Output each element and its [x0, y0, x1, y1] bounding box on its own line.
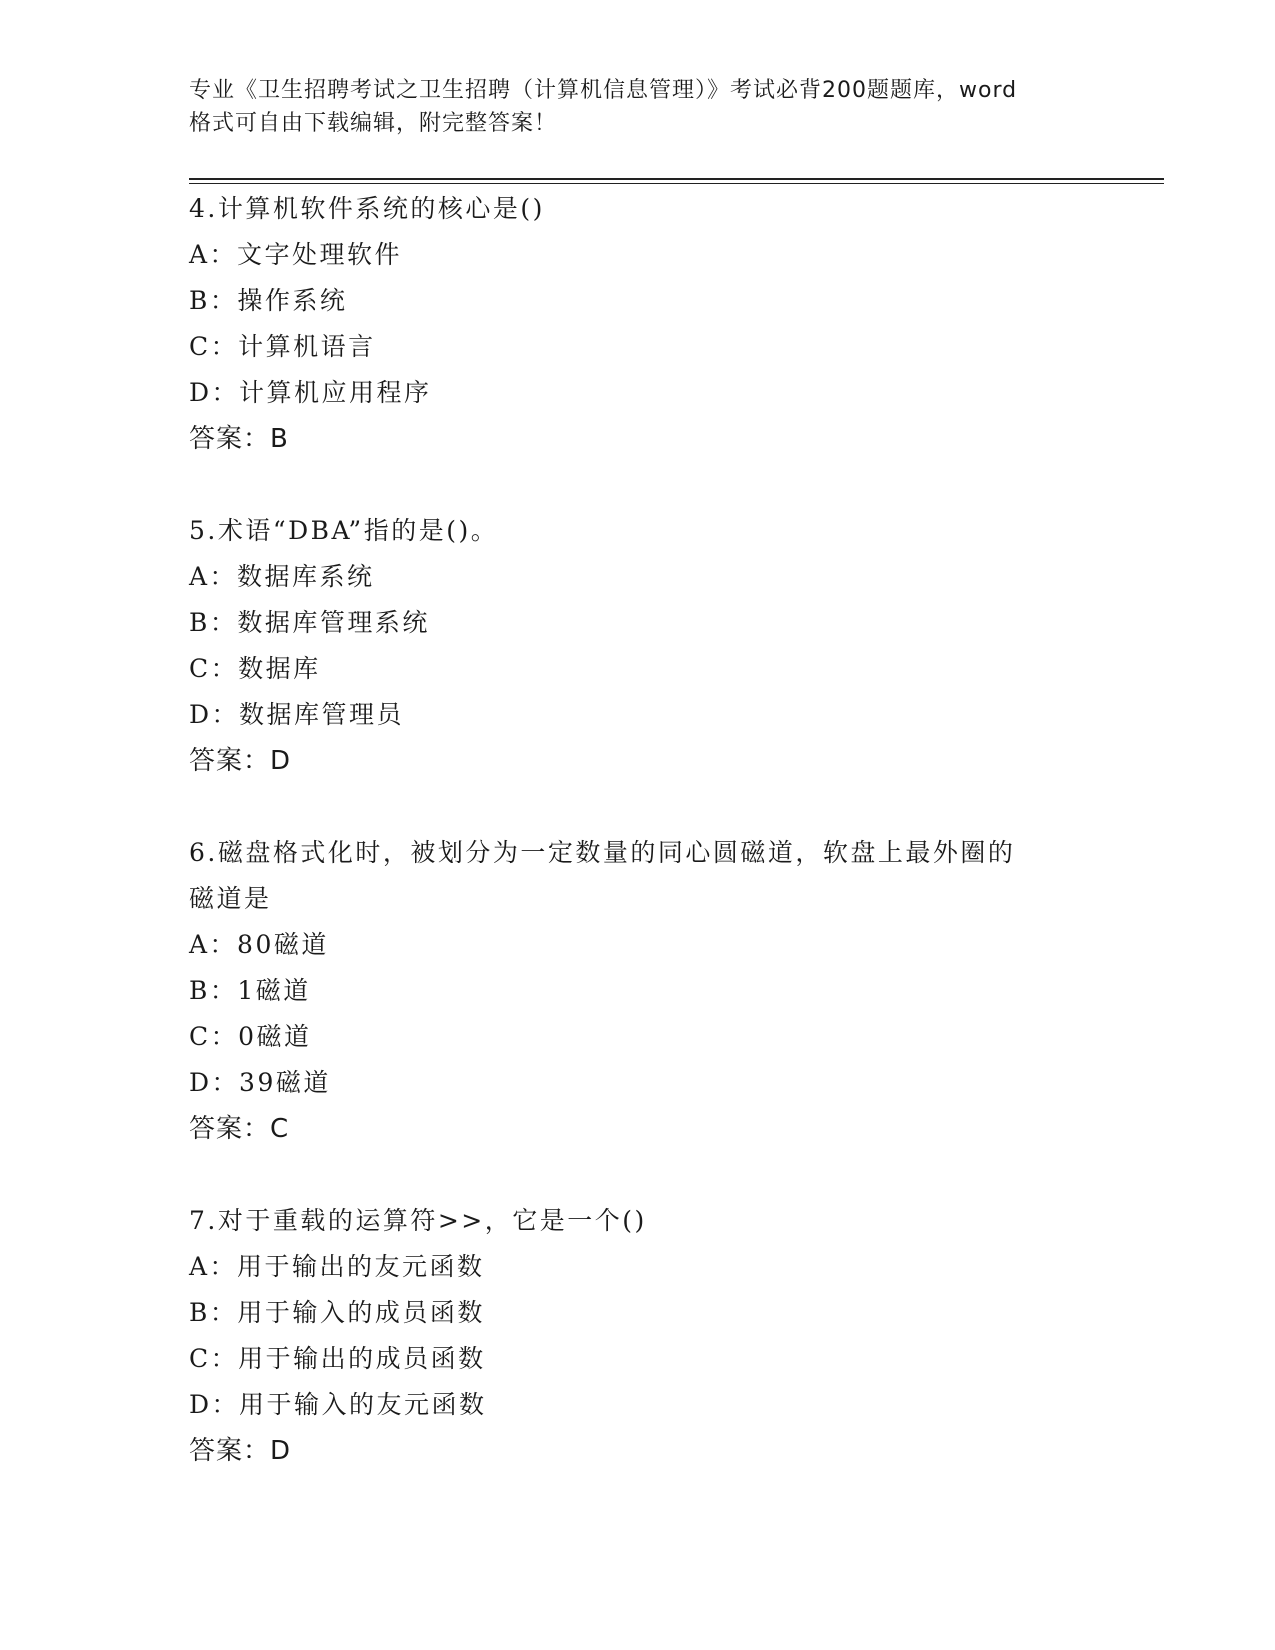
- option-d: D：用于输入的友元函数: [189, 1390, 487, 1419]
- option-b: B：数据库管理系统: [189, 608, 430, 637]
- question-block-5: [189, 508, 1089, 784]
- question-block-4: [189, 186, 1089, 462]
- question-stem: 6.磁盘格式化时，被划分为一定数量的同心圆磁道，软盘上最外圈的: [189, 838, 1016, 867]
- question-stem: 4.计算机软件系统的核心是(): [189, 194, 545, 223]
- option-c: C：用于输出的成员函数: [189, 1344, 486, 1373]
- option-b: B：用于输入的成员函数: [189, 1298, 485, 1327]
- option-d: D：39磁道: [189, 1068, 331, 1097]
- option-b: B：1磁道: [189, 976, 311, 1005]
- answer-label: 答案：D: [189, 1436, 292, 1466]
- header-line-1: 专业《卫生招聘考试之卫生招聘（计算机信息管理）》考试必背200题题库，word: [189, 78, 1018, 103]
- option-b: B：操作系统: [189, 286, 348, 315]
- question-stem: 5.术语“DBA”指的是()。: [189, 516, 499, 545]
- question-block-6: [189, 830, 1089, 1152]
- option-a: A：用于输出的友元函数: [189, 1252, 485, 1281]
- answer-label: 答案：D: [189, 746, 292, 776]
- answer-label: 答案：B: [189, 424, 289, 454]
- option-a: A：文字处理软件: [189, 240, 403, 269]
- question-stem-continued: 磁道是: [189, 884, 272, 913]
- header-line-2: 格式可自由下载编辑，附完整答案！: [189, 111, 558, 136]
- document-header: [189, 74, 1109, 140]
- question-stem: 7.对于重载的运算符>>，它是一个(): [189, 1206, 647, 1235]
- option-c: C：数据库: [189, 654, 321, 683]
- option-d: D：数据库管理员: [189, 700, 405, 729]
- answer-label: 答案：C: [189, 1114, 290, 1144]
- option-c: C：0磁道: [189, 1022, 312, 1051]
- option-c: C：计算机语言: [189, 332, 376, 361]
- header-divider-thick: [189, 178, 1164, 180]
- question-block-7: [189, 1198, 1089, 1474]
- option-a: A：数据库系统: [189, 562, 375, 591]
- option-d: D：计算机应用程序: [189, 378, 432, 407]
- header-divider-thin: [189, 183, 1164, 184]
- option-a: A：80磁道: [189, 930, 329, 959]
